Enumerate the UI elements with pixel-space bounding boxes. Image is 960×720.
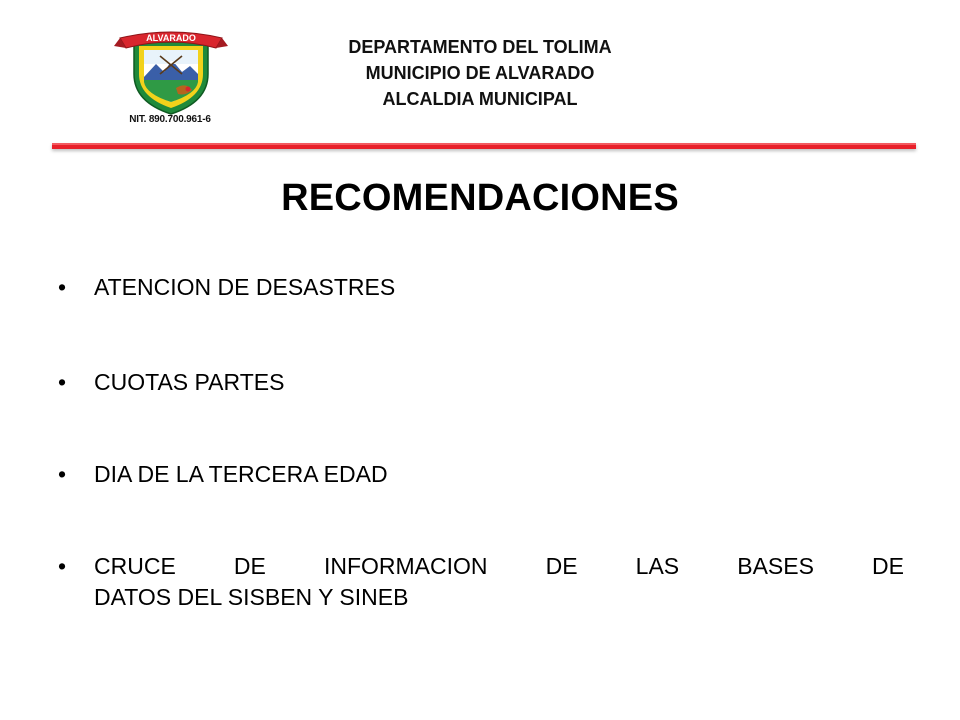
bullet-icon: • [58,461,67,487]
header-office: ALCALDIA MUNICIPAL [382,89,578,109]
bullet-icon: • [58,369,67,395]
header-department: DEPARTAMENTO DEL TOLIMA [348,37,612,57]
list-item-text-line1: CRUCE DE INFORMACION DE LAS BASES DE [94,553,904,579]
logo-banner-text: ALVARADO [146,33,196,43]
shield-emblem-icon [112,22,230,116]
list-item-text: DIA DE LA TERCERA EDAD [94,461,388,487]
header-municipality: MUNICIPIO DE ALVARADO [365,63,595,83]
list-item-text: ATENCION DE DESASTRES [94,274,396,300]
header-separator-line [52,143,916,149]
list-item-text: CUOTAS PARTES [94,369,285,395]
nit-number: NIT. 890.700.961-6 [129,114,211,125]
bullet-icon: • [58,274,67,300]
list-item-text-line2: DATOS DEL SISBEN Y SINEB [94,584,409,610]
slide-title: RECOMENDACIONES [281,177,679,219]
list-item-text [94,551,904,613]
bullet-icon: • [58,553,67,579]
institution-header [270,34,690,112]
